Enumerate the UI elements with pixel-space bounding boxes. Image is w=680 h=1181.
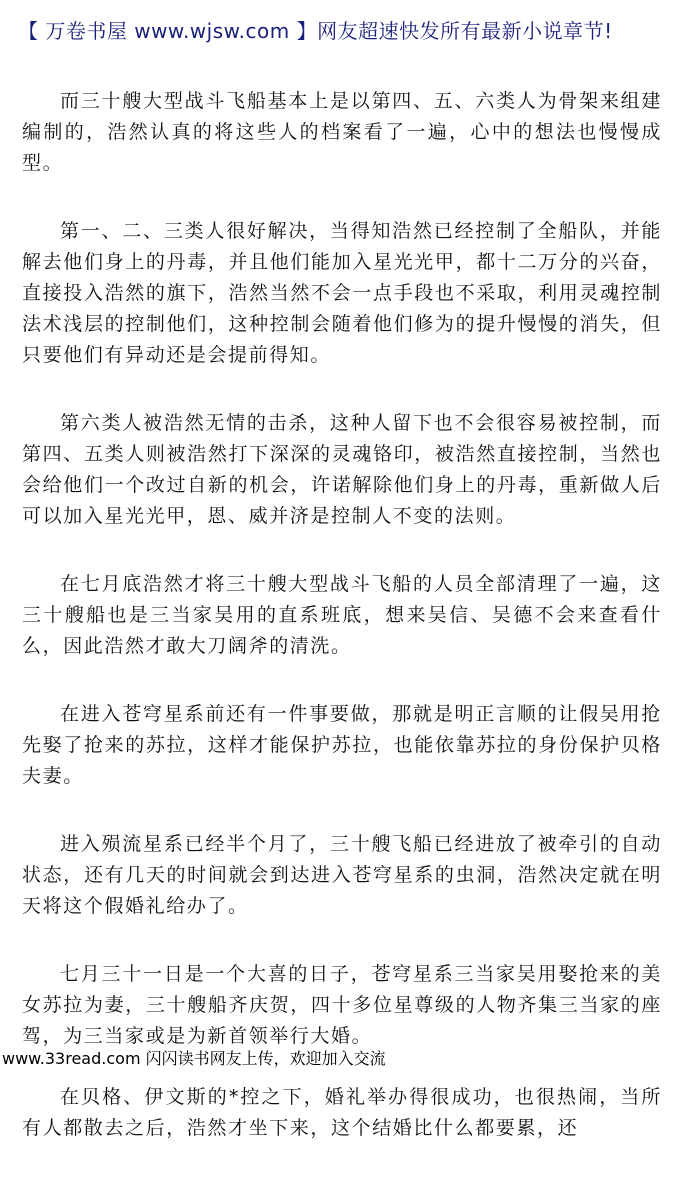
paragraph-1: 而三十艘大型战斗飞船基本上是以第四、五、六类人为骨架来组建编制的，浩然认真的将这些人的档案看了一遍，心中的想法也慢慢成型。 <box>22 90 662 174</box>
paragraph-6: 进入殒流星系已经半个月了，三十艘飞船已经进放了被牵引的自动状态，还有几天的时间就会到达进入苍穹星系的虫洞，浩然决定就在明天将这个假婚礼给办了。 <box>22 833 662 917</box>
chapter-body-continued <box>22 1082 662 1181</box>
paragraph-7: 七月三十一日是一个大喜的日子，苍穹星系三当家吴用娶抢来的美女苏拉为妻，三十艘船齐庆贺，四十多位星尊级的人物齐集三当家的座驾，为三当家或是为新首领举行大婚。 <box>22 963 662 1047</box>
chapter-body <box>22 86 662 1089</box>
paragraph-3: 第六类人被浩然无情的击杀，这种人留下也不会很容易被控制，而第四、五类人则被浩然打下深深的灵魂铬印，被浩然直接控制，当然也会给他们一个改过自新的机会，许诺解除他们身上的丹毒，重新做人后可以加入星光光甲，恩、威并济是控制人不变的法则。 <box>22 412 662 527</box>
site-header-banner: 【 万卷书屋 www.wjsw.com 】网友超速快发所有最新小说章节! <box>18 19 613 43</box>
upload-watermark: www.33read.com 闪闪读书网友上传，欢迎加入交流 <box>0 1047 386 1071</box>
paragraph-8: 在贝格、伊文斯的*控之下，婚礼举办得很成功，也很热闹，当所有人都散去之后，浩然才坐下来，这个结婚比什么都要累，还 <box>22 1086 662 1139</box>
paragraph-2: 第一、二、三类人很好解决，当得知浩然已经控制了全船队，并能解去他们身上的丹毒，并且他们能加入星光光甲，都十二万分的兴奋，直接投入浩然的旗下，浩然当然不会一点手段也不采取，利用灵魂控制法术浅层的控制他们，这种控制会随着他们修为的提升慢慢的消失，但只要他们有异动还是会提前得知。 <box>22 220 662 366</box>
paragraph-5: 在进入苍穹星系前还有一件事要做，那就是明正言顺的让假吴用抢先娶了抢来的苏拉，这样才能保护苏拉，也能依靠苏拉的身份保护贝格夫妻。 <box>22 703 662 787</box>
paragraph-4: 在七月底浩然才将三十艘大型战斗飞船的人员全部清理了一遍，这三十艘船也是三当家吴用的直系班底，想来吴信、吴德不会来查看什么，因此浩然才敢大刀阔斧的清洗。 <box>22 573 662 657</box>
